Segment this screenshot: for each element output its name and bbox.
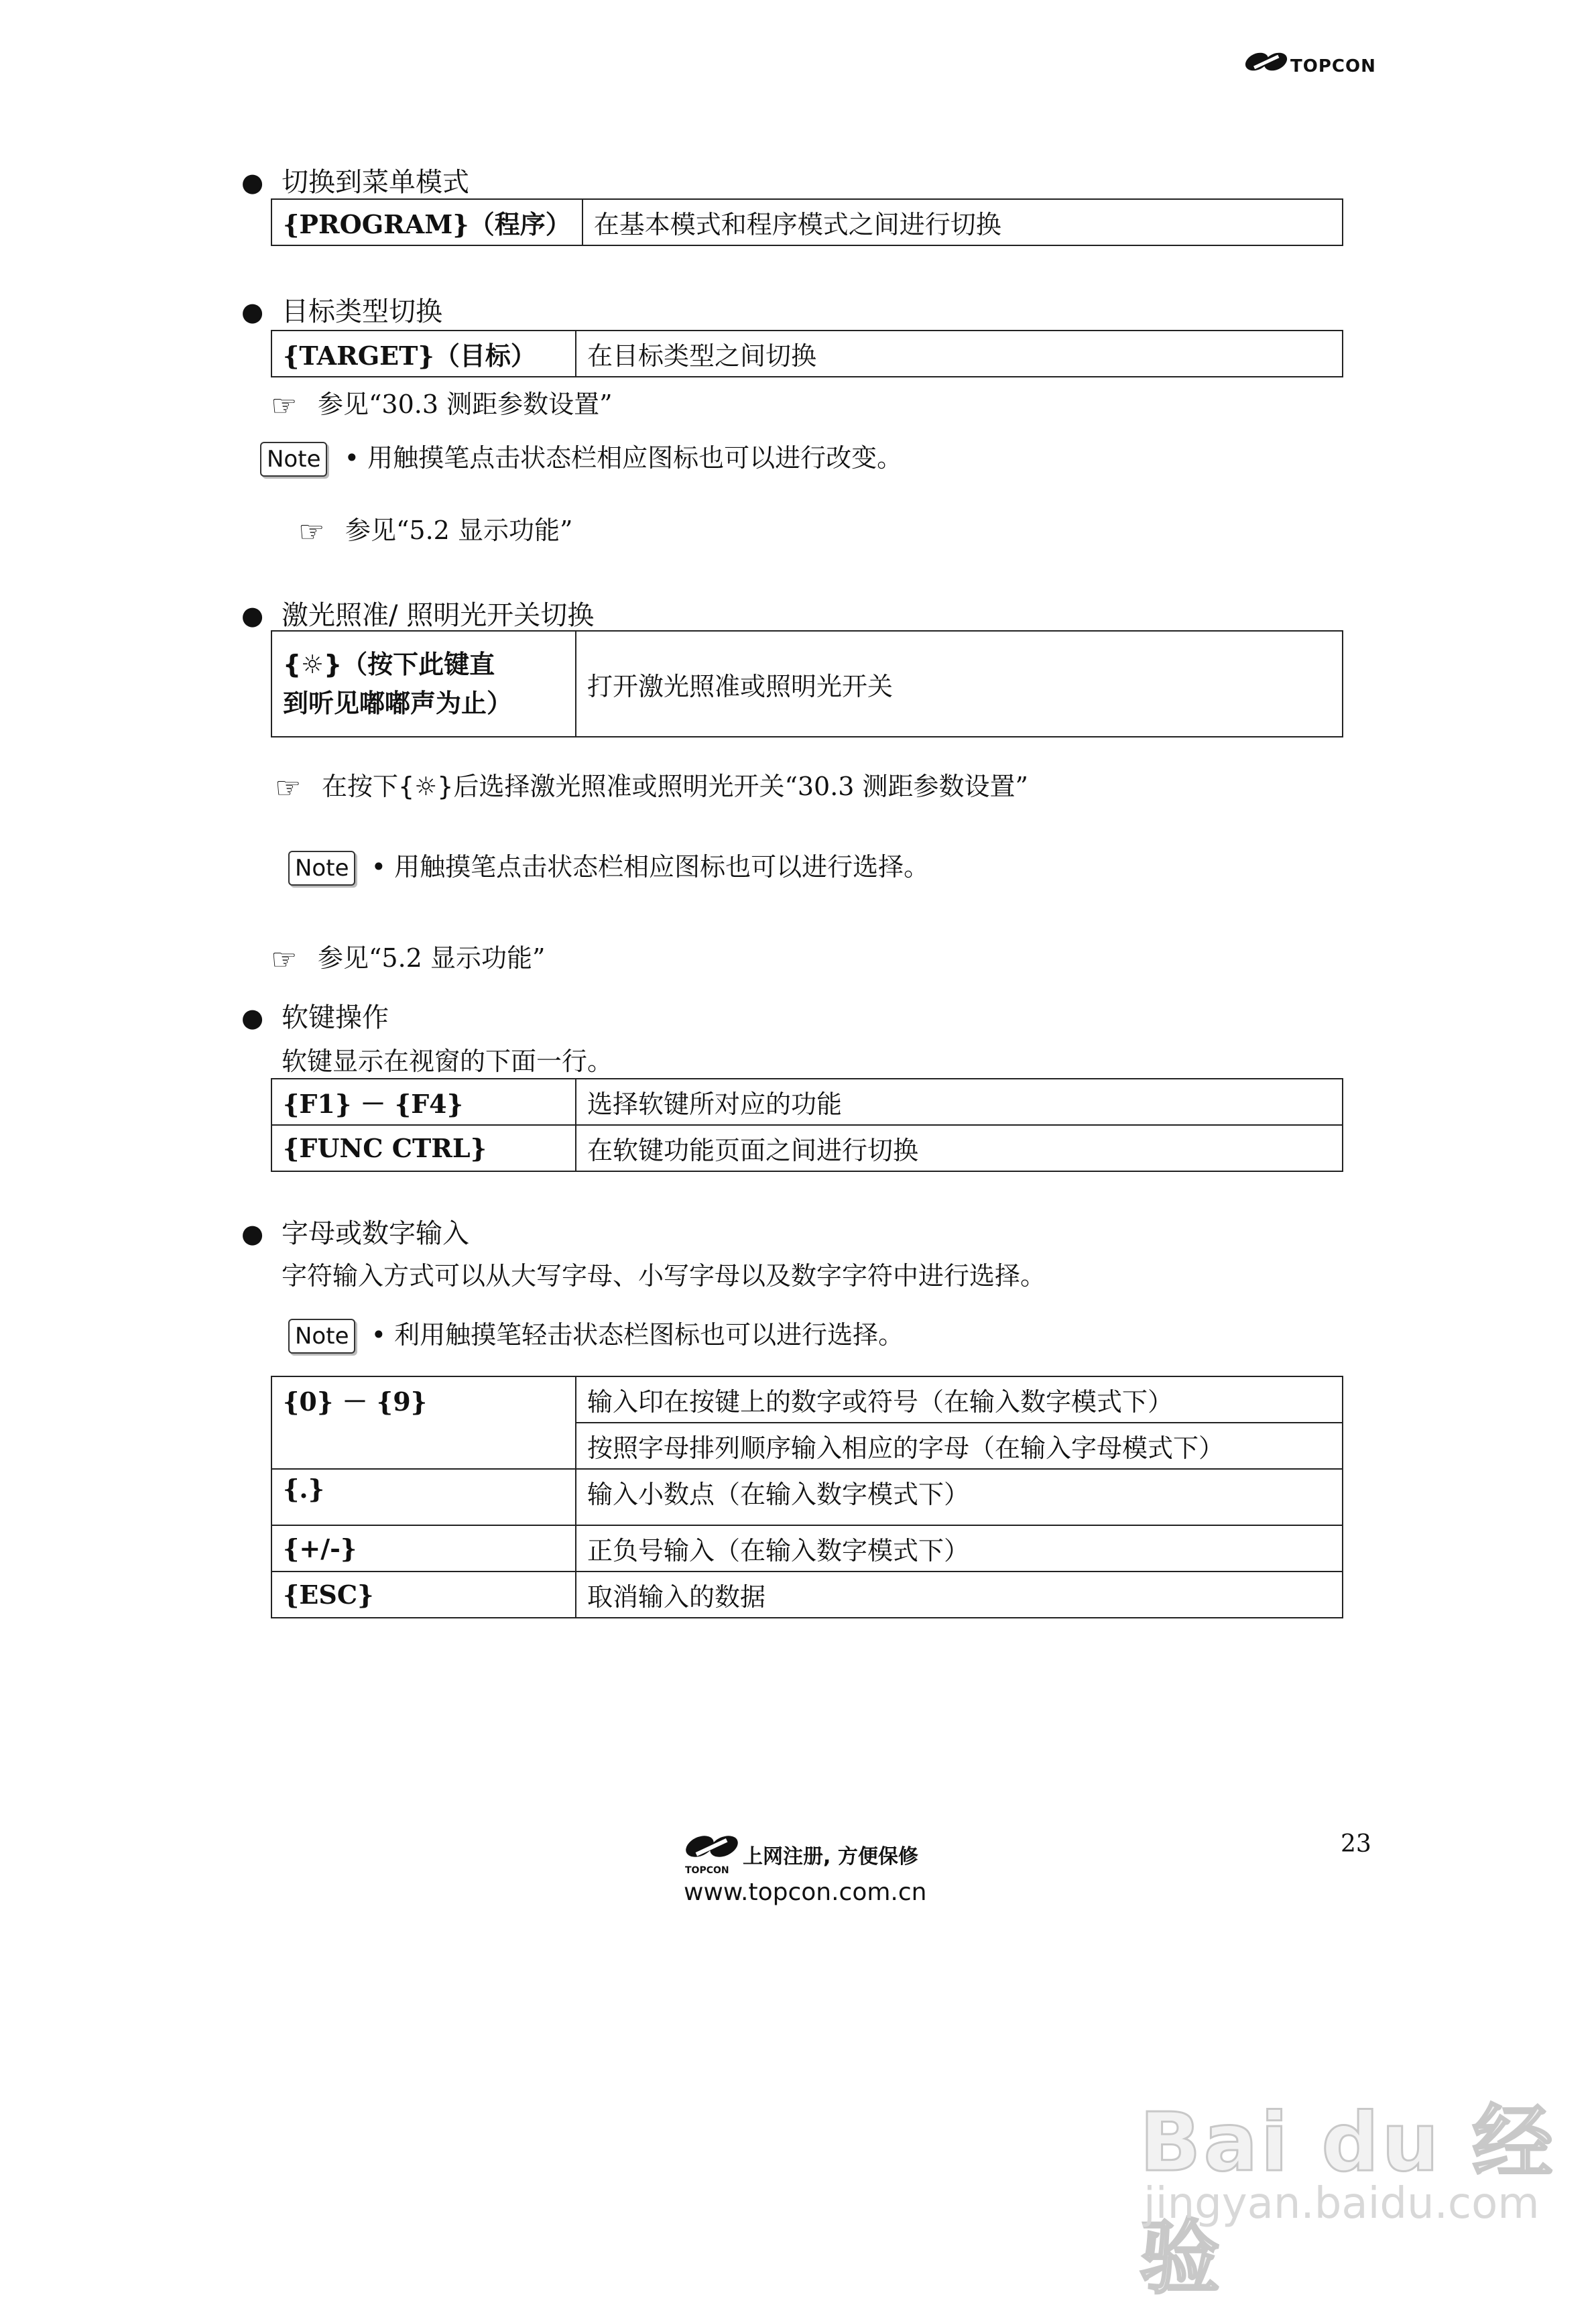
table-row: [271, 1079, 1343, 1125]
desc-cell: 选择软键所对应的功能: [576, 1079, 1343, 1125]
desc-cell: 正负号输入（在输入数字模式下）: [576, 1525, 1343, 1572]
section-heading-target: ● 目标类型切换: [241, 296, 442, 327]
bullet-icon: ●: [241, 1003, 264, 1032]
softkey-description: 软键显示在视窗的下面一行。: [282, 1047, 613, 1076]
note-text: • 利用触摸笔轻击状态栏图标也可以进行选择。: [371, 1320, 904, 1350]
target-table: [271, 330, 1343, 377]
pointing-hand-icon: ☞: [298, 515, 325, 549]
illumination-key-icon: {☼}: [283, 650, 343, 679]
key-cell: {PROGRAM}（程序）: [271, 199, 582, 245]
desc-cell: 打开激光照准或照明光开关: [576, 631, 1343, 737]
table-row: [271, 1376, 1343, 1423]
desc-cell: 在目标类型之间切换: [576, 331, 1343, 377]
table-row: [271, 1469, 1343, 1525]
bullet-icon: ●: [241, 601, 264, 630]
topcon-logo: [1243, 47, 1377, 80]
section-heading-softkey: ● 软键操作: [241, 1002, 389, 1033]
section-heading-menu-mode: ● 切换到菜单模式: [241, 167, 469, 198]
desc-cell: 在基本模式和程序模式之间进行切换: [582, 199, 1343, 245]
note-text: • 用触摸笔点击状态栏相应图标也可以进行改变。: [344, 443, 903, 473]
desc-cell: 按照字母排列顺序输入相应的字母（在输入字母模式下）: [576, 1423, 1343, 1469]
input-table: [271, 1376, 1343, 1618]
table-row: [271, 199, 1343, 245]
table-row: [271, 1125, 1343, 1171]
desc-cell: 取消输入的数据: [576, 1572, 1343, 1618]
bullet-icon: ●: [241, 168, 264, 197]
illumination-key-icon: {☼}: [398, 772, 454, 801]
topcon-logo-icon: [684, 1830, 741, 1867]
laser-note-reference: ☞ 参见“5.2 显示功能”: [271, 943, 546, 977]
footer-logo: [684, 1830, 965, 1911]
key-cell: {F1} － {F4}: [271, 1079, 576, 1125]
key-cell: {FUNC CTRL}: [271, 1125, 576, 1171]
softkey-table: [271, 1078, 1343, 1172]
table-row: [271, 1572, 1343, 1618]
bullet-icon: ●: [241, 1219, 264, 1248]
key-cell: {ESC}: [271, 1572, 576, 1618]
input-note: [288, 1314, 904, 1354]
topcon-brand-text: TOPCON: [1290, 56, 1376, 76]
pointing-hand-icon: ☞: [271, 389, 298, 423]
table-row: [271, 331, 1343, 377]
laser-table: [271, 630, 1343, 737]
desc-cell: 输入小数点（在输入数字模式下）: [576, 1469, 1343, 1525]
table-row: [271, 1525, 1343, 1572]
watermark-url: jingyan.baidu.com: [1144, 2179, 1540, 2229]
menu-mode-table: [271, 198, 1343, 246]
pointing-hand-icon: ☞: [271, 943, 298, 977]
footer-url[interactable]: www.topcon.com.cn: [684, 1879, 927, 1906]
footer-slogan: 上网注册, 方便保修: [743, 1845, 918, 1869]
table-row: [271, 631, 1343, 737]
footer-logo-text: TOPCON: [685, 1865, 729, 1876]
note-icon: Note: [260, 442, 327, 477]
laser-note: [288, 846, 929, 886]
input-description: 字符输入方式可以从大写字母、小写字母以及数字字符中进行选择。: [282, 1261, 1046, 1291]
topcon-logo-icon: [1243, 47, 1290, 76]
page-number: 23: [1341, 1830, 1371, 1858]
bullet-icon: ●: [241, 297, 264, 327]
baidu-watermark: [1140, 2078, 1569, 2305]
watermark-main: Bai du 经验: [1140, 2096, 1556, 2305]
laser-reference: ☞ 在按下{☼}后选择激光照准或照明光开关“30.3 测距参数设置”: [275, 771, 1028, 805]
note-icon: Note: [288, 851, 355, 886]
note-text: • 用触摸笔点击状态栏相应图标也可以进行选择。: [371, 852, 930, 882]
target-reference: ☞ 参见“30.3 测距参数设置”: [271, 389, 613, 423]
key-cell: {0} － {9}: [271, 1376, 576, 1469]
key-cell: {+/-}: [271, 1525, 576, 1572]
desc-cell: 在软键功能页面之间进行切换: [576, 1125, 1343, 1171]
target-note-reference: ☞ 参见“5.2 显示功能”: [298, 515, 573, 549]
pointing-hand-icon: ☞: [275, 771, 302, 805]
section-heading-input: ● 字母或数字输入: [241, 1218, 469, 1249]
section-heading-laser: ● 激光照准/ 照明光开关切换: [241, 600, 595, 631]
key-cell: {.}: [271, 1469, 576, 1525]
target-note: [260, 437, 902, 477]
key-cell: {TARGET}（目标）: [271, 331, 576, 377]
key-cell: {☼}（按下此键直 到听见嘟嘟声为止）: [271, 631, 576, 737]
desc-cell: 输入印在按键上的数字或符号（在输入数字模式下）: [576, 1376, 1343, 1423]
note-icon: Note: [288, 1319, 355, 1354]
